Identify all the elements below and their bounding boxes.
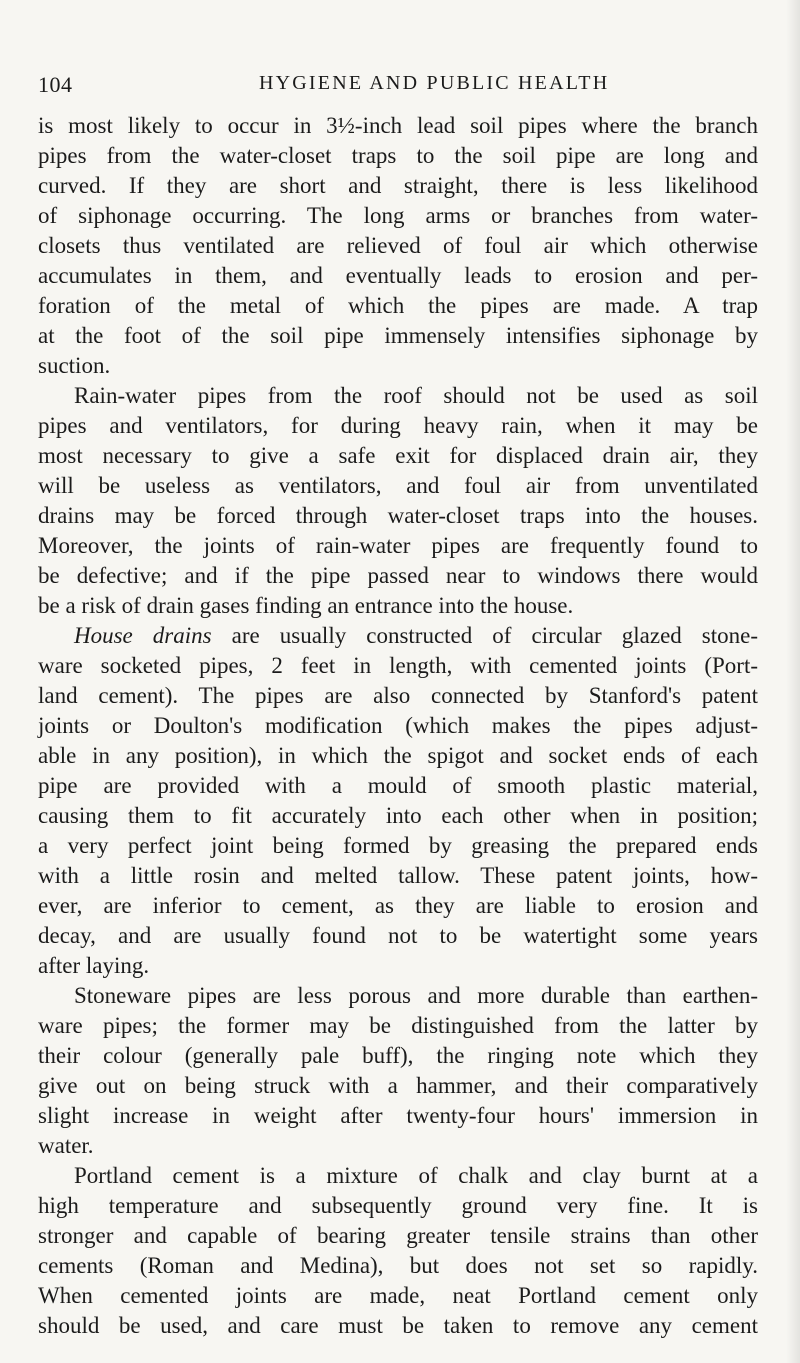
text-line: drains may be forced through water-closet traps into the houses.	[38, 503, 758, 528]
text-line: suction.	[38, 353, 111, 378]
running-header	[38, 72, 758, 106]
text-line: pipes from the water-closet traps to the soil pipe are long and	[38, 143, 758, 168]
text-line: ware pipes; the former may be distinguished from the latter by	[38, 1013, 758, 1038]
text-line: Portland cement is a mixture of chalk and clay burnt at a	[74, 1163, 758, 1188]
text-line: after laying.	[38, 953, 150, 978]
text-line: pipe are provided with a mould of smooth plastic material,	[38, 773, 758, 798]
text-line: Stoneware pipes are less porous and more durable than earthen-	[74, 983, 758, 1008]
text-line	[38, 621, 758, 651]
text-line: land cement). The pipes are also connected by Stanford's patent	[38, 683, 758, 708]
page-edge-shadow	[786, 0, 800, 1363]
text-line: be defective; and if the pipe passed near to windows there would	[38, 563, 758, 588]
text-line: of siphonage occurring. The long arms or branches from water-	[38, 203, 758, 228]
body-text	[38, 111, 758, 1341]
text-line: at the foot of the soil pipe immensely intensifies siphonage by	[38, 323, 758, 348]
text-line: high temperature and subsequently ground very fine. It is	[38, 1193, 758, 1218]
text-line: give out on being struck with a hammer, and their comparatively	[38, 1073, 758, 1098]
text-line: should be used, and care must be taken to remove any cement	[38, 1313, 758, 1338]
italic-heading-house-drains: House drains	[74, 623, 212, 648]
text-line: most necessary to give a safe exit for displaced drain air, they	[38, 443, 758, 468]
text-line: a very perfect joint being formed by greasing the prepared ends	[38, 833, 758, 858]
text-line: be a risk of drain gases finding an entrance into the house.	[38, 593, 574, 618]
text-line: Moreover, the joints of rain-water pipes are frequently found to	[38, 533, 758, 558]
text-line: ever, are inferior to cement, as they are liable to erosion and	[38, 893, 758, 918]
text-line: is most likely to occur in 3½-inch lead soil pipes where the branch	[38, 113, 758, 138]
paragraph-stoneware-pipes	[38, 981, 758, 1161]
text-line: water.	[38, 1133, 94, 1158]
text-line: foration of the metal of which the pipes are made. A trap	[38, 293, 758, 318]
text-line: When cemented joints are made, neat Portland cement only	[38, 1283, 758, 1308]
text-line: their colour (generally pale buff), the ringing note which they	[38, 1043, 758, 1068]
text-line: closets thus ventilated are relieved of foul air which otherwise	[38, 233, 758, 258]
text-line: decay, and are usually found not to be watertight some years	[38, 923, 758, 948]
paragraph-house-drains	[38, 621, 758, 981]
paragraph-siphonage	[38, 111, 758, 381]
text-line: accumulates in them, and eventually leads to erosion and per-	[38, 263, 758, 288]
text-line: pipes and ventilators, for during heavy rain, when it may be	[38, 413, 758, 438]
text-line: stronger and capable of bearing greater tensile strains than other	[38, 1223, 758, 1248]
text-line: cements (Roman and Medina), but does not set so rapidly.	[38, 1253, 758, 1278]
text-line-rest: are usually constructed of circular glazed stone-	[231, 623, 759, 648]
text-line: joints or Doulton's modification (which makes the pipes adjust-	[38, 713, 758, 738]
page-number: 104	[38, 72, 73, 97]
paragraph-portland-cement	[38, 1161, 758, 1341]
text-line: ware socketed pipes, 2 feet in length, with cemented joints (Port-	[38, 653, 758, 678]
text-line: able in any position), in which the spigot and socket ends of each	[38, 743, 758, 768]
text-line: Rain-water pipes from the roof should not be used as soil	[74, 383, 758, 408]
text-line: curved. If they are short and straight, there is less likelihood	[38, 173, 758, 198]
paragraph-rain-water-pipes	[38, 381, 758, 621]
text-line: will be useless as ventilators, and foul air from unventilated	[38, 473, 758, 498]
running-title: HYGIENE AND PUBLIC HEALTH	[259, 72, 610, 94]
text-line: causing them to fit accurately into each other when in position;	[38, 803, 758, 828]
text-line: with a little rosin and melted tallow. These patent joints, how-	[38, 863, 758, 888]
text-line: slight increase in weight after twenty-four hours' immersion in	[38, 1103, 758, 1128]
